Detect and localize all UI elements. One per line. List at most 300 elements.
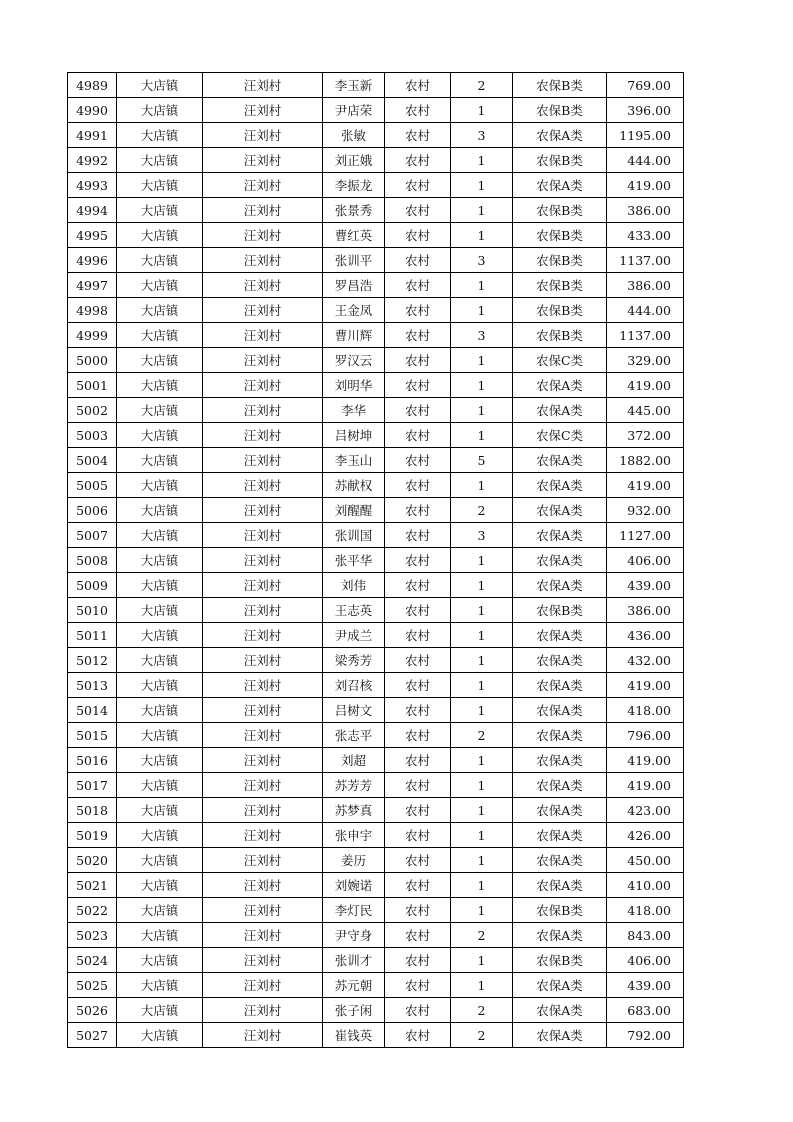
id-cell: 5002 [68, 398, 117, 423]
table-row [68, 523, 684, 548]
village-cell: 汪刘村 [203, 423, 323, 448]
amount-cell: 1137.00 [607, 248, 684, 273]
area-cell: 农村 [385, 198, 451, 223]
area-cell: 农村 [385, 1023, 451, 1048]
amount-cell: 445.00 [607, 398, 684, 423]
count-cell: 1 [451, 698, 513, 723]
count-cell: 1 [451, 748, 513, 773]
area-cell: 农村 [385, 723, 451, 748]
town-cell: 大店镇 [117, 323, 203, 348]
name-cell: 张子闲 [323, 998, 385, 1023]
amount-cell: 444.00 [607, 148, 684, 173]
category-cell: 农保A类 [513, 498, 607, 523]
amount-cell: 843.00 [607, 923, 684, 948]
category-cell: 农保A类 [513, 473, 607, 498]
amount-cell: 433.00 [607, 223, 684, 248]
category-cell: 农保A类 [513, 573, 607, 598]
count-cell: 1 [451, 398, 513, 423]
table-row [68, 98, 684, 123]
area-cell: 农村 [385, 298, 451, 323]
name-cell: 李玉新 [323, 73, 385, 98]
category-cell: 农保B类 [513, 898, 607, 923]
name-cell: 刘明华 [323, 373, 385, 398]
id-cell: 5011 [68, 623, 117, 648]
table-row [68, 123, 684, 148]
village-cell: 汪刘村 [203, 523, 323, 548]
category-cell: 农保A类 [513, 973, 607, 998]
town-cell: 大店镇 [117, 998, 203, 1023]
area-cell: 农村 [385, 673, 451, 698]
id-cell: 4996 [68, 248, 117, 273]
amount-cell: 1127.00 [607, 523, 684, 548]
category-cell: 农保A类 [513, 748, 607, 773]
amount-cell: 683.00 [607, 998, 684, 1023]
id-cell: 5000 [68, 348, 117, 373]
count-cell: 1 [451, 298, 513, 323]
town-cell: 大店镇 [117, 523, 203, 548]
village-cell: 汪刘村 [203, 773, 323, 798]
count-cell: 1 [451, 648, 513, 673]
category-cell: 农保A类 [513, 648, 607, 673]
table-row [68, 798, 684, 823]
category-cell: 农保A类 [513, 173, 607, 198]
id-cell: 4990 [68, 98, 117, 123]
name-cell: 崔钱英 [323, 1023, 385, 1048]
count-cell: 1 [451, 423, 513, 448]
count-cell: 3 [451, 323, 513, 348]
id-cell: 4992 [68, 148, 117, 173]
name-cell: 姜历 [323, 848, 385, 873]
id-cell: 4999 [68, 323, 117, 348]
amount-cell: 436.00 [607, 623, 684, 648]
table-row [68, 623, 684, 648]
table-row [68, 873, 684, 898]
name-cell: 曹红英 [323, 223, 385, 248]
category-cell: 农保B类 [513, 73, 607, 98]
count-cell: 1 [451, 898, 513, 923]
id-cell: 5013 [68, 673, 117, 698]
name-cell: 李华 [323, 398, 385, 423]
category-cell: 农保A类 [513, 723, 607, 748]
table-row [68, 398, 684, 423]
id-cell: 5023 [68, 923, 117, 948]
area-cell: 农村 [385, 948, 451, 973]
village-cell: 汪刘村 [203, 848, 323, 873]
id-cell: 5012 [68, 648, 117, 673]
amount-cell: 419.00 [607, 748, 684, 773]
amount-cell: 1882.00 [607, 448, 684, 473]
count-cell: 1 [451, 598, 513, 623]
area-cell: 农村 [385, 648, 451, 673]
name-cell: 吕树文 [323, 698, 385, 723]
area-cell: 农村 [385, 698, 451, 723]
area-cell: 农村 [385, 798, 451, 823]
table-row [68, 1023, 684, 1048]
town-cell: 大店镇 [117, 748, 203, 773]
village-cell: 汪刘村 [203, 948, 323, 973]
amount-cell: 406.00 [607, 548, 684, 573]
count-cell: 1 [451, 973, 513, 998]
amount-cell: 450.00 [607, 848, 684, 873]
category-cell: 农保A类 [513, 373, 607, 398]
id-cell: 5022 [68, 898, 117, 923]
village-cell: 汪刘村 [203, 823, 323, 848]
amount-cell: 419.00 [607, 673, 684, 698]
amount-cell: 1137.00 [607, 323, 684, 348]
area-cell: 农村 [385, 148, 451, 173]
town-cell: 大店镇 [117, 98, 203, 123]
area-cell: 农村 [385, 573, 451, 598]
town-cell: 大店镇 [117, 1023, 203, 1048]
name-cell: 王金凤 [323, 298, 385, 323]
area-cell: 农村 [385, 123, 451, 148]
amount-cell: 439.00 [607, 573, 684, 598]
id-cell: 4991 [68, 123, 117, 148]
amount-cell: 792.00 [607, 1023, 684, 1048]
name-cell: 苏梦真 [323, 798, 385, 823]
id-cell: 5018 [68, 798, 117, 823]
name-cell: 张申宇 [323, 823, 385, 848]
town-cell: 大店镇 [117, 348, 203, 373]
amount-cell: 386.00 [607, 273, 684, 298]
area-cell: 农村 [385, 548, 451, 573]
town-cell: 大店镇 [117, 123, 203, 148]
count-cell: 1 [451, 948, 513, 973]
town-cell: 大店镇 [117, 623, 203, 648]
table-row [68, 923, 684, 948]
name-cell: 尹成兰 [323, 623, 385, 648]
count-cell: 1 [451, 373, 513, 398]
id-cell: 5019 [68, 823, 117, 848]
name-cell: 苏元朝 [323, 973, 385, 998]
id-cell: 5024 [68, 948, 117, 973]
area-cell: 农村 [385, 473, 451, 498]
area-cell: 农村 [385, 498, 451, 523]
table-row [68, 773, 684, 798]
table-row [68, 898, 684, 923]
village-cell: 汪刘村 [203, 348, 323, 373]
amount-cell: 796.00 [607, 723, 684, 748]
category-cell: 农保A类 [513, 773, 607, 798]
town-cell: 大店镇 [117, 298, 203, 323]
amount-cell: 1195.00 [607, 123, 684, 148]
id-cell: 5017 [68, 773, 117, 798]
town-cell: 大店镇 [117, 173, 203, 198]
id-cell: 5025 [68, 973, 117, 998]
id-cell: 5026 [68, 998, 117, 1023]
count-cell: 2 [451, 1023, 513, 1048]
name-cell: 苏献权 [323, 473, 385, 498]
village-cell: 汪刘村 [203, 473, 323, 498]
town-cell: 大店镇 [117, 273, 203, 298]
table-row [68, 273, 684, 298]
table-row [68, 73, 684, 98]
id-cell: 5007 [68, 523, 117, 548]
town-cell: 大店镇 [117, 473, 203, 498]
id-cell: 5006 [68, 498, 117, 523]
category-cell: 农保B类 [513, 248, 607, 273]
count-cell: 1 [451, 623, 513, 648]
amount-cell: 426.00 [607, 823, 684, 848]
table-row [68, 298, 684, 323]
amount-cell: 410.00 [607, 873, 684, 898]
count-cell: 2 [451, 498, 513, 523]
table-row [68, 573, 684, 598]
count-cell: 1 [451, 873, 513, 898]
village-cell: 汪刘村 [203, 298, 323, 323]
id-cell: 4993 [68, 173, 117, 198]
amount-cell: 386.00 [607, 598, 684, 623]
name-cell: 刘超 [323, 748, 385, 773]
category-cell: 农保A类 [513, 673, 607, 698]
name-cell: 刘召核 [323, 673, 385, 698]
name-cell: 苏芳芳 [323, 773, 385, 798]
area-cell: 农村 [385, 873, 451, 898]
village-cell: 汪刘村 [203, 373, 323, 398]
area-cell: 农村 [385, 773, 451, 798]
village-cell: 汪刘村 [203, 273, 323, 298]
area-cell: 农村 [385, 398, 451, 423]
area-cell: 农村 [385, 273, 451, 298]
benefits-table [67, 72, 684, 1048]
table-row [68, 373, 684, 398]
area-cell: 农村 [385, 523, 451, 548]
category-cell: 农保A类 [513, 623, 607, 648]
amount-cell: 419.00 [607, 173, 684, 198]
town-cell: 大店镇 [117, 698, 203, 723]
village-cell: 汪刘村 [203, 648, 323, 673]
town-cell: 大店镇 [117, 648, 203, 673]
town-cell: 大店镇 [117, 73, 203, 98]
table-row [68, 423, 684, 448]
id-cell: 5003 [68, 423, 117, 448]
town-cell: 大店镇 [117, 223, 203, 248]
id-cell: 4995 [68, 223, 117, 248]
id-cell: 5021 [68, 873, 117, 898]
village-cell: 汪刘村 [203, 398, 323, 423]
village-cell: 汪刘村 [203, 148, 323, 173]
count-cell: 3 [451, 123, 513, 148]
count-cell: 2 [451, 723, 513, 748]
village-cell: 汪刘村 [203, 1023, 323, 1048]
category-cell: 农保A类 [513, 798, 607, 823]
table-row [68, 648, 684, 673]
table-body [68, 73, 684, 1048]
area-cell: 农村 [385, 373, 451, 398]
area-cell: 农村 [385, 223, 451, 248]
category-cell: 农保B类 [513, 98, 607, 123]
id-cell: 5004 [68, 448, 117, 473]
count-cell: 1 [451, 673, 513, 698]
town-cell: 大店镇 [117, 673, 203, 698]
amount-cell: 932.00 [607, 498, 684, 523]
amount-cell: 419.00 [607, 773, 684, 798]
area-cell: 农村 [385, 898, 451, 923]
category-cell: 农保A类 [513, 1023, 607, 1048]
village-cell: 汪刘村 [203, 198, 323, 223]
category-cell: 农保A类 [513, 398, 607, 423]
count-cell: 2 [451, 923, 513, 948]
village-cell: 汪刘村 [203, 323, 323, 348]
area-cell: 农村 [385, 623, 451, 648]
village-cell: 汪刘村 [203, 73, 323, 98]
count-cell: 1 [451, 773, 513, 798]
amount-cell: 386.00 [607, 198, 684, 223]
name-cell: 李灯民 [323, 898, 385, 923]
village-cell: 汪刘村 [203, 248, 323, 273]
area-cell: 农村 [385, 98, 451, 123]
table-row [68, 848, 684, 873]
village-cell: 汪刘村 [203, 573, 323, 598]
area-cell: 农村 [385, 348, 451, 373]
town-cell: 大店镇 [117, 798, 203, 823]
id-cell: 4998 [68, 298, 117, 323]
village-cell: 汪刘村 [203, 498, 323, 523]
id-cell: 5001 [68, 373, 117, 398]
village-cell: 汪刘村 [203, 98, 323, 123]
id-cell: 4994 [68, 198, 117, 223]
town-cell: 大店镇 [117, 873, 203, 898]
town-cell: 大店镇 [117, 448, 203, 473]
name-cell: 刘婉诺 [323, 873, 385, 898]
id-cell: 5010 [68, 598, 117, 623]
name-cell: 张景秀 [323, 198, 385, 223]
category-cell: 农保A类 [513, 523, 607, 548]
area-cell: 农村 [385, 73, 451, 98]
table-row [68, 348, 684, 373]
table-row [68, 198, 684, 223]
table-row [68, 673, 684, 698]
category-cell: 农保B类 [513, 598, 607, 623]
amount-cell: 419.00 [607, 473, 684, 498]
count-cell: 2 [451, 73, 513, 98]
id-cell: 5020 [68, 848, 117, 873]
count-cell: 1 [451, 823, 513, 848]
area-cell: 农村 [385, 823, 451, 848]
table-row [68, 948, 684, 973]
area-cell: 农村 [385, 248, 451, 273]
category-cell: 农保B类 [513, 198, 607, 223]
town-cell: 大店镇 [117, 848, 203, 873]
area-cell: 农村 [385, 923, 451, 948]
count-cell: 3 [451, 248, 513, 273]
town-cell: 大店镇 [117, 898, 203, 923]
area-cell: 农村 [385, 998, 451, 1023]
village-cell: 汪刘村 [203, 448, 323, 473]
table-row [68, 748, 684, 773]
name-cell: 张敏 [323, 123, 385, 148]
count-cell: 2 [451, 998, 513, 1023]
name-cell: 张志平 [323, 723, 385, 748]
area-cell: 农村 [385, 423, 451, 448]
category-cell: 农保A类 [513, 123, 607, 148]
village-cell: 汪刘村 [203, 598, 323, 623]
area-cell: 农村 [385, 323, 451, 348]
town-cell: 大店镇 [117, 923, 203, 948]
village-cell: 汪刘村 [203, 973, 323, 998]
town-cell: 大店镇 [117, 498, 203, 523]
category-cell: 农保A类 [513, 548, 607, 573]
count-cell: 1 [451, 548, 513, 573]
village-cell: 汪刘村 [203, 548, 323, 573]
name-cell: 李振龙 [323, 173, 385, 198]
count-cell: 1 [451, 348, 513, 373]
village-cell: 汪刘村 [203, 123, 323, 148]
village-cell: 汪刘村 [203, 623, 323, 648]
village-cell: 汪刘村 [203, 723, 323, 748]
table-row [68, 973, 684, 998]
town-cell: 大店镇 [117, 823, 203, 848]
id-cell: 5014 [68, 698, 117, 723]
table-row [68, 448, 684, 473]
town-cell: 大店镇 [117, 148, 203, 173]
count-cell: 3 [451, 523, 513, 548]
id-cell: 5027 [68, 1023, 117, 1048]
count-cell: 1 [451, 573, 513, 598]
amount-cell: 418.00 [607, 898, 684, 923]
name-cell: 梁秀芳 [323, 648, 385, 673]
category-cell: 农保B类 [513, 948, 607, 973]
category-cell: 农保A类 [513, 848, 607, 873]
name-cell: 曹川辉 [323, 323, 385, 348]
village-cell: 汪刘村 [203, 673, 323, 698]
table-row [68, 473, 684, 498]
amount-cell: 406.00 [607, 948, 684, 973]
amount-cell: 439.00 [607, 973, 684, 998]
name-cell: 张训才 [323, 948, 385, 973]
area-cell: 农村 [385, 173, 451, 198]
count-cell: 1 [451, 473, 513, 498]
category-cell: 农保B类 [513, 298, 607, 323]
category-cell: 农保A类 [513, 823, 607, 848]
table-row [68, 698, 684, 723]
id-cell: 5008 [68, 548, 117, 573]
amount-cell: 372.00 [607, 423, 684, 448]
town-cell: 大店镇 [117, 723, 203, 748]
id-cell: 5016 [68, 748, 117, 773]
id-cell: 5015 [68, 723, 117, 748]
table-row [68, 248, 684, 273]
town-cell: 大店镇 [117, 948, 203, 973]
village-cell: 汪刘村 [203, 898, 323, 923]
category-cell: 农保B类 [513, 323, 607, 348]
village-cell: 汪刘村 [203, 223, 323, 248]
area-cell: 农村 [385, 748, 451, 773]
town-cell: 大店镇 [117, 573, 203, 598]
area-cell: 农村 [385, 973, 451, 998]
name-cell: 罗昌浩 [323, 273, 385, 298]
town-cell: 大店镇 [117, 423, 203, 448]
name-cell: 张训国 [323, 523, 385, 548]
name-cell: 刘伟 [323, 573, 385, 598]
category-cell: 农保C类 [513, 348, 607, 373]
category-cell: 农保B类 [513, 148, 607, 173]
count-cell: 1 [451, 798, 513, 823]
amount-cell: 419.00 [607, 373, 684, 398]
town-cell: 大店镇 [117, 398, 203, 423]
town-cell: 大店镇 [117, 248, 203, 273]
town-cell: 大店镇 [117, 548, 203, 573]
count-cell: 1 [451, 173, 513, 198]
amount-cell: 444.00 [607, 298, 684, 323]
count-cell: 1 [451, 223, 513, 248]
name-cell: 王志英 [323, 598, 385, 623]
town-cell: 大店镇 [117, 598, 203, 623]
town-cell: 大店镇 [117, 198, 203, 223]
village-cell: 汪刘村 [203, 923, 323, 948]
name-cell: 刘醒醒 [323, 498, 385, 523]
count-cell: 1 [451, 273, 513, 298]
